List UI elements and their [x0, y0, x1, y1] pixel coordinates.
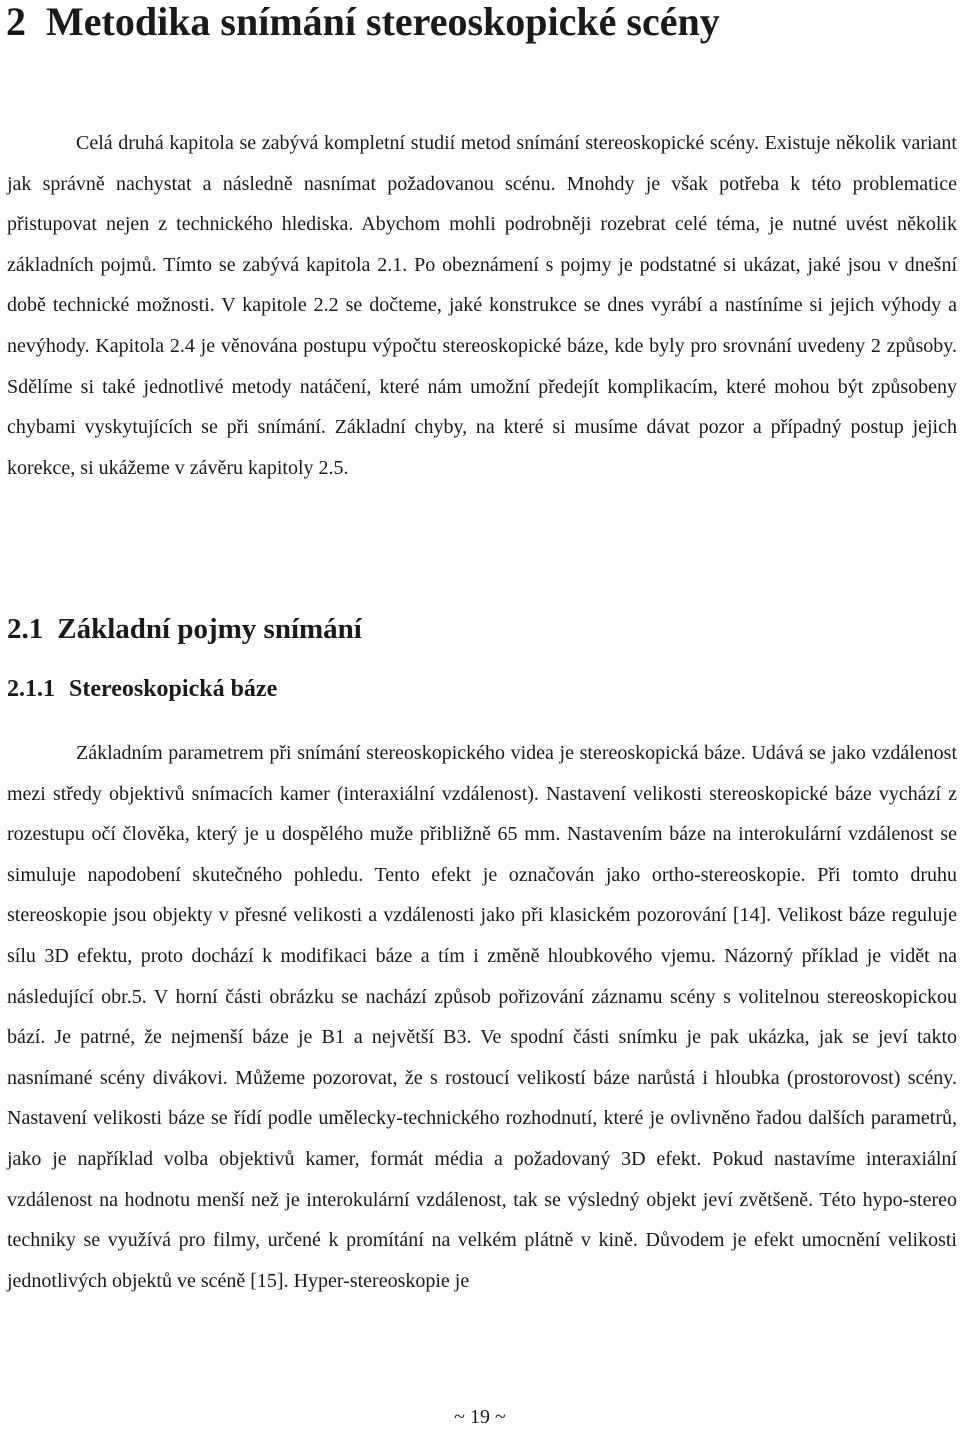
- section-title: Základní pojmy snímání: [57, 613, 362, 645]
- body-paragraph: Základním parametrem při snímání stereoskopického videa je stereoskopická báze. Udává se jako vzdálenost mezi středy objektivů snímacích kamer (interaxiální vzdálenost). Nastavení velikosti stereoskopické báze vychází z rozestupu očí člověka, který je u dospělého muže přibližně 65 mm. Nastavením báze na interokulární vzdálenost se simuluje napodobení skutečného pohledu. Tento efekt je označován jako ortho-stereoskopie. Při tomto druhu stereoskopie jsou objekty v přesné velikosti a vzdálenosti jako při klasickém pozorování [14]. Velikost báze reguluje sílu 3D efektu, proto dochází k modifikaci báze a tím i změně hloubkového vjemu. Názorný příklad je vidět na následující obr.5. V horní části obrázku se nachází způsob pořizování záznamu scény s volitelnou stereoskopickou bází. Je patrné, že nejmenší báze je B1 a největší B3. Ve spodní části snímku je pak ukázka, jak se jeví takto nasnímané scény divákovi. Můžeme pozorovat, že s rostoucí velikostí báze narůstá i hloubka (prostorovost) scény. Nastavení velikosti báze se řídí podle umělecky-technického rozhodnutí, které je ovlivněno řadou dalších parametrů, jako je například volba objektivů kamer, formát média a požadovaný 3D efekt. Pokud nastavíme interaxiální vzdálenost na hodnotu menší než je interokulární vzdálenost, tak se výsledný objekt jeví zvětšeně. Této hypo-stereo techniky se využívá pro filmy, určené k promítání na velkém plátně v kině. Důvodem je efekt umocnění velikosti jednotlivých objektů ve scéně [15]. Hyper-stereoskopie je: [7, 742, 957, 1292]
- intro-paragraph: Celá druhá kapitola se zabývá kompletní studií metod snímání stereoskopické scény. Existuje několik variant jak správně nachystat a následně nasnímat požadovanou scénu. Mnohdy je však potřeba k této problematice přistupovat nejen z technického hlediska. Abychom mohli podrobněji rozebrat celé téma, je nutné uvést několik základních pojmů. Tímto se zabývá kapitola 2.1. Po obeznámení s pojmy je podstatné si ukázat, jaké jsou v dnešní době technické možnosti. V kapitole 2.2 se dočteme, jaké konstrukce se dnes vyrábí a nastíníme si jejich výhody a nevýhody. Kapitola 2.4 je věnována postupu výpočtu stereoskopické báze, kde byly pro srovnání uvedeny 2 způsoby. Sdělíme si také jednotlivé metody natáčení, které nám umožní předejít komplikacím, které mohou být způsobeny chybami vyskytujících se při snímání. Základní chyby, na které si musíme dávat pozor a případný postup jejich korekce, si ukážeme v závěru kapitoly 2.5.: [7, 132, 957, 479]
- chapter-title: Metodika snímání stereoskopické scény: [46, 0, 720, 44]
- section-number: 2.1: [7, 613, 44, 645]
- chapter-heading: [6, 0, 720, 46]
- subsection-number: 2.1.1: [7, 676, 55, 702]
- section-heading: [7, 607, 362, 651]
- chapter-number: 2: [6, 0, 26, 44]
- subsection-heading: [7, 669, 277, 709]
- subsection-title: Stereoskopická báze: [69, 676, 278, 702]
- page-number: ~ 19 ~: [454, 1406, 506, 1428]
